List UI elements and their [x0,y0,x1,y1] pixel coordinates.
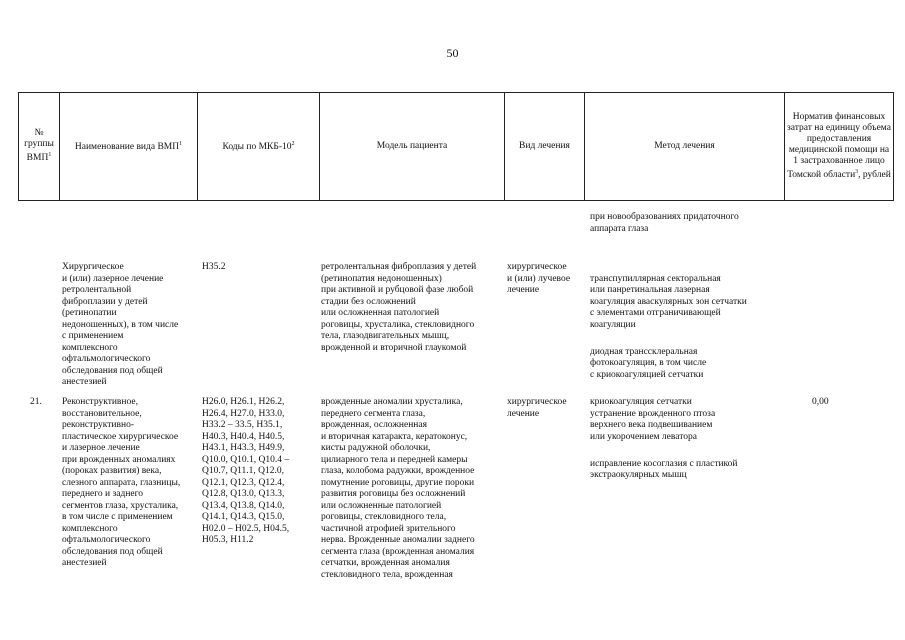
table-header [18,92,894,201]
row2-vmp-name: Реконструктивное, восстановительное, реконструктивно- пластическое хирургическое и лазерное лечение при врожденных аномалиях (пороках развития) века, слезного аппарата, глазницы, переднего и заднего сегментов глаза, хрусталика, в том числе с применением комплексного офтальмологического обследования под общей анестезией [62,397,181,568]
header-treatment-method: Метод лечения [585,93,785,200]
header-icd-codes: Коды по МКБ-$10^2$ [198,93,320,200]
header-treatment-type: Вид лечения [505,93,585,200]
continuation-method: при новообразованиях придаточного аппарата глаза [590,212,739,234]
row1-vmp-name: Хирургическое и (или) лазерное лечение ретролентальной фиброплазии у детей (ретинопатии недоношенных), в том числе с применением комплексного офтальмологического обследования под общей анестезией [62,262,179,387]
row1-icd-codes: H35.2 [202,262,226,272]
row1-treatment-methods [590,262,747,408]
header-group-number: № группы ВМП$^1$ [19,93,60,200]
row2-treatment-type: хирургическое лечение [507,397,567,419]
header-financial-norm: Норматив финансовых затрат на единицу объема предоставления медицинской помощи на 1 застрахованное лицо Томской области$^3$, рублей [787,111,891,181]
row1-method-2: диодная транссклеральная фотокоагуляция, в том числе с криокоагуляцией сетчатки [590,346,707,380]
page-number: 50 [446,46,459,60]
header-vmp-name: Наименование вида ВМП$^1$ [60,93,198,200]
row2-patient-model: врожденные аномалии хрусталика, переднего сегмента глаза, врожденная, осложненная и вторичная катаракта, кератоконус, кисты радужной оболочки, цилиарного тела и передней камеры глаза, колобома радужки, врожденное помутнение роговицы, другие пороки развития роговицы без осложнений или осложненные патологией роговицы, стекловидного тела, частичной атрофией зрительного нерва. Врожденные аномалии заднего сегмента глаза (врожденная аномалия сетчатки, врожденная аномалия стекловидного тела, врожденная [321,397,475,580]
row2-method-2: исправление косоглазия с пластикой экстраокулярных мышц [590,458,738,480]
row2-method-1: устранение врожденного птоза верхнего века подвешиванием или укорочением леватора [590,408,716,442]
row2-group-number: 21. [30,397,42,407]
row1-treatment-type: хирургическое и (или) лучевое лечение [507,262,571,295]
row2-financial-norm: 0,00 [812,397,829,407]
row1-method-1: транспупиллярная секторальная или панретинальная лазерная коагуляция аваскулярных зон сетчатки с элементами отграничивающей коагуляции [590,273,747,330]
row1-patient-model: ретролентальная фиброплазия у детей (ретинопатия недоношенных) при активной и рубцовой фазе любой стадии без осложнений или осложненная патологией роговицы, хрусталика, стекловидного тела, глазодвигательных мышц, врожденной и вторичной глаукомой [321,262,477,353]
row1-method-3: криокоагуляция сетчатки [590,396,692,407]
row2-icd-codes: H26.0, H26.1, H26.2, H26.4, H27.0, H33.0, H33.2 – 33.5, H35.1, H40.3, H40.4, H40.5, H43.1, H43.3, H49.9, Q10.0, Q10.1, Q10.4 – Q10.7, Q11.1, Q12.0, Q12.1, Q12.3, Q12.4, Q12.8, Q13.0, Q13.3, Q13.4, Q13.8, Q14.0, Q14.1, Q14.3, Q15.0, H02.0 – H02.5, H04.5, H05.3, H11.2 [202,397,290,545]
header-patient-model: Модель пациента [320,93,505,200]
row2-treatment-methods [590,397,738,482]
